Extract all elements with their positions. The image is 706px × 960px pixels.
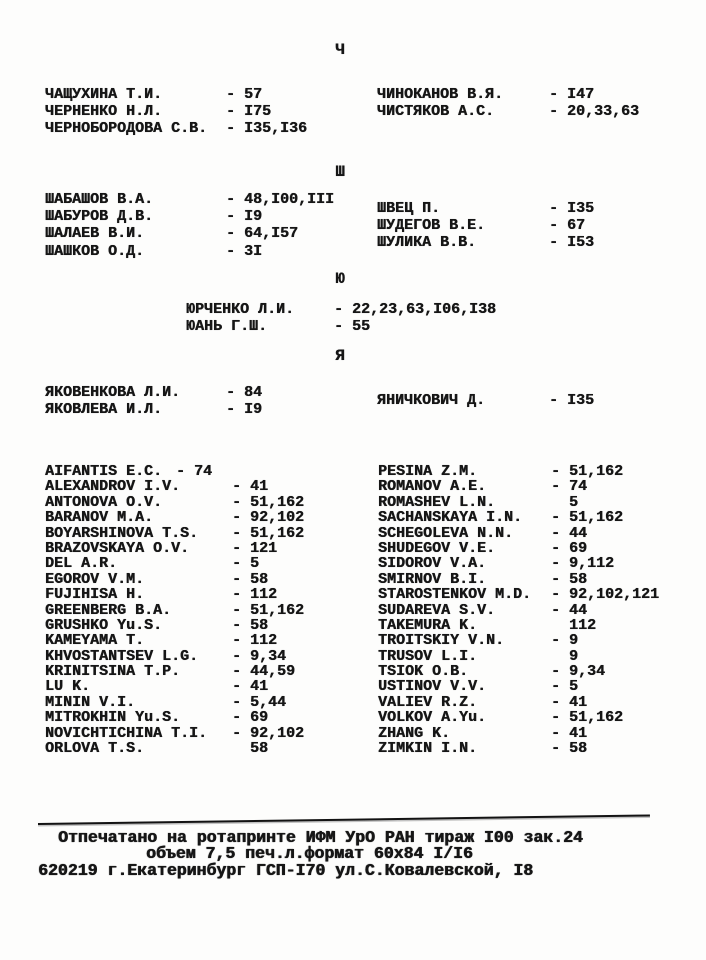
entry-name: VOLKOV A.Yu. (378, 709, 487, 727)
index-entry-row (45, 710, 304, 725)
entry-name: KRINITSINA T.P. (45, 663, 181, 681)
entry-name: SUDAREVA S.V. (378, 601, 496, 619)
entry-pages: - 51,162 (551, 509, 624, 527)
entry-pages: - 92,102 (232, 509, 305, 527)
entry-pages: - 58 (232, 570, 269, 588)
index-entry-row (378, 541, 659, 556)
entry-name: EGOROV V.M. (45, 570, 145, 588)
entry-name: MITROKHIN Yu.S. (45, 709, 181, 727)
index-entry-row (45, 603, 304, 618)
entry-name: USTINOV V.V. (378, 678, 487, 696)
entry-name: ORLOVA T.S. (45, 740, 145, 758)
entry-pages: - 58 (232, 616, 269, 634)
index-entry-row (377, 103, 639, 120)
index-entry-row (45, 526, 304, 541)
entry-name: ЧИНОКАНОВ В.Я. (377, 86, 504, 103)
index-entry-row (45, 225, 334, 242)
index-entry-row (45, 541, 304, 556)
index-entry-row (378, 726, 659, 741)
entry-pages: - 9,34 (232, 647, 287, 665)
index-entry-row (45, 726, 304, 741)
index-entry-row (45, 479, 304, 494)
entry-pages: - 9,112 (551, 555, 615, 573)
index-entry-row (377, 217, 594, 234)
entry-pages: - 92,102,121 (551, 586, 660, 604)
entry-pages: - 44 (551, 601, 588, 619)
entry-pages: - 41 (232, 678, 269, 696)
entry-name: ЧЕРНЕНКО Н.Л. (45, 103, 163, 121)
index-entry-row (45, 664, 304, 679)
index-entry-row (377, 234, 594, 251)
index-entry-row (377, 200, 594, 217)
entry-name: LU K. (45, 678, 91, 696)
entry-name: GREENBERG B.A. (45, 601, 172, 619)
entry-name: TAKEMURA K. (378, 616, 478, 634)
section-ch-right-column (377, 86, 639, 120)
index-entry-row (378, 664, 659, 679)
entry-name: ШУДЕГОВ В.Е. (377, 217, 486, 235)
entry-pages: - 51,162 (232, 524, 305, 542)
index-entry-row (45, 401, 262, 418)
entry-pages: - 3I (226, 242, 263, 260)
entry-name: GRUSHKO Yu.S. (45, 616, 163, 634)
entry-pages: - 74 (176, 463, 213, 480)
index-entry-row (45, 572, 304, 587)
entry-name: ANTONOVA O.V. (45, 493, 163, 511)
index-entry-row (45, 243, 334, 260)
entry-name: ЮАНЬ Г.Ш. (186, 318, 268, 336)
entry-pages: - 51,162 (232, 601, 305, 619)
entry-pages: - 9 (551, 632, 579, 650)
entry-pages: 5 (551, 493, 579, 511)
entry-name: SHUDEGOV V.E. (378, 539, 496, 557)
index-entry-row (45, 384, 262, 401)
entry-name: ШАБАШОВ В.А. (45, 191, 154, 208)
index-entry-row (378, 464, 659, 479)
index-entry-row (378, 633, 659, 648)
index-entry-row (377, 86, 639, 103)
entry-pages: - 5,44 (232, 693, 287, 711)
latin-index-left-column (45, 464, 304, 756)
entry-name: ЯНИЧКОВИЧ Д. (377, 392, 486, 409)
entry-name: NOVICHTICHINA T.I. (45, 724, 208, 742)
index-entry-row (378, 587, 659, 602)
entry-name: ALEXANDROV I.V. (45, 478, 181, 496)
section-letter-yu: Ю (335, 270, 345, 288)
footer-line-print-info: Отпечатано на ротапринте ИФМ УрО РАН тираж I00 зак.24 (58, 828, 583, 847)
entry-pages: 112 (551, 616, 597, 634)
section-letter-ch: Ч (335, 41, 345, 59)
entry-name: ZIMKIN I.N. (378, 740, 478, 758)
index-entry-row (378, 695, 659, 710)
entry-pages: - 67 (549, 217, 586, 235)
entry-name: KHVOSTANTSEV L.G. (45, 647, 199, 665)
entry-pages: - 44,59 (232, 663, 296, 681)
entry-pages: - 64,I57 (226, 225, 299, 243)
entry-pages: - 48,I00,III (226, 191, 335, 208)
index-entry-row (378, 603, 659, 618)
index-entry-row (378, 649, 659, 664)
entry-pages: - 112 (232, 586, 278, 604)
section-sh-left-column (45, 191, 334, 260)
entry-name: SIDOROV V.A. (378, 555, 487, 573)
index-entry-row (378, 679, 659, 694)
entry-pages: - 9,34 (551, 663, 606, 681)
entry-pages: - 69 (232, 709, 269, 727)
section-yu-column (186, 301, 496, 335)
entry-name: TROITSKIY V.N. (378, 632, 505, 650)
entry-name: SMIRNOV B.I. (378, 570, 487, 588)
section-sh-right-column (377, 200, 594, 252)
entry-pages: - 5 (551, 678, 579, 696)
entry-pages: 58 (232, 740, 269, 758)
entry-name: ЮРЧЕНКО Л.И. (186, 301, 295, 318)
latin-index-right-column (378, 464, 659, 756)
index-entry-row (45, 120, 307, 137)
index-entry-row (45, 464, 304, 479)
entry-pages: - 51,162 (232, 493, 305, 511)
entry-name: KAMEYAMA T. (45, 632, 145, 650)
entry-name: AIFANTIS E.C. (45, 463, 163, 480)
entry-pages: 9 (551, 647, 579, 665)
entry-pages: - 58 (551, 740, 588, 758)
entry-name: BRAZOVSKAYA O.V. (45, 539, 190, 557)
entry-name: ZHANG K. (378, 724, 451, 742)
index-entry-row (378, 479, 659, 494)
entry-pages: - 92,102 (232, 724, 305, 742)
entry-pages: - 20,33,63 (549, 103, 640, 121)
entry-pages: - I47 (549, 86, 595, 103)
entry-name: ШАЛАЕВ В.И. (45, 225, 145, 243)
entry-name: ШАБУРОВ Д.В. (45, 208, 154, 226)
index-entry-row (45, 556, 304, 571)
entry-pages: - 112 (232, 632, 278, 650)
index-entry-row (45, 695, 304, 710)
index-entry-row (377, 392, 594, 409)
entry-pages: - 57 (226, 86, 263, 103)
entry-pages: - I53 (549, 234, 595, 252)
entry-pages: - 41 (551, 724, 588, 742)
entry-name: ШВЕЦ П. (377, 200, 441, 217)
entry-name: ШУЛИКА В.В. (377, 234, 477, 252)
entry-name: TSIOK O.B. (378, 663, 469, 681)
entry-name: MININ V.I. (45, 693, 136, 711)
footer-line-address: 620219 г.Екатеринбург ГСП-I70 ул.С.Ковалевской, I8 (38, 861, 534, 880)
entry-name: FUJIHISA H. (45, 586, 145, 604)
section-ya-left-column (45, 384, 262, 418)
index-entry-row (45, 495, 304, 510)
index-entry-row (45, 191, 334, 208)
entry-pages: - 121 (232, 539, 278, 557)
entry-name: ЧЕРНОБОРОДОВА С.В. (45, 120, 208, 138)
entry-name: ЧИСТЯКОВ А.С. (377, 103, 495, 121)
index-entry-row (186, 318, 496, 335)
index-entry-row (378, 510, 659, 525)
index-entry-row (378, 572, 659, 587)
footer-rule (38, 814, 650, 825)
index-entry-row (45, 510, 304, 525)
entry-name: STAROSTENKOV M.D. (378, 586, 532, 604)
index-entry-row (45, 587, 304, 602)
index-entry-row (45, 103, 307, 120)
index-entry-row (378, 618, 659, 633)
entry-name: ROMANOV A.E. (378, 478, 487, 496)
index-entry-row (45, 741, 304, 756)
index-entry-row (45, 679, 304, 694)
entry-name: ROMASHEV L.N. (378, 493, 496, 511)
index-entry-row (378, 741, 659, 756)
entry-name: PESINA Z.M. (378, 463, 478, 480)
entry-pages: - I35 (549, 392, 595, 409)
section-ya-right-column (377, 392, 594, 409)
entry-pages: - 41 (551, 693, 588, 711)
index-entry-row (186, 301, 496, 318)
entry-pages: - 84 (226, 384, 263, 401)
entry-name: BARANOV M.A. (45, 509, 154, 527)
index-entry-row (45, 86, 307, 103)
index-entry-row (45, 633, 304, 648)
index-entry-row (378, 710, 659, 725)
index-entry-row (45, 649, 304, 664)
entry-name: ЯКОВЛЕВА И.Л. (45, 401, 163, 419)
entry-name: DEL A.R. (45, 555, 118, 573)
entry-name: ЯКОВЕНКОВА Л.И. (45, 384, 181, 401)
section-ch-left-column (45, 86, 307, 138)
index-entry-row (378, 526, 659, 541)
index-entry-row (378, 495, 659, 510)
entry-pages: - 44 (551, 524, 588, 542)
entry-pages: - 51,162 (551, 709, 624, 727)
entry-name: SCHEGOLEVA N.N. (378, 524, 514, 542)
entry-pages: - 55 (334, 318, 371, 336)
entry-pages: - 41 (232, 478, 269, 496)
entry-pages: - 51,162 (551, 463, 624, 480)
index-entry-row (45, 208, 334, 225)
entry-pages: - 69 (551, 539, 588, 557)
entry-pages: - I35 (549, 200, 595, 217)
entry-name: TRUSOV L.I. (378, 647, 478, 665)
entry-name: VALIEV R.Z. (378, 693, 478, 711)
entry-name: ШАШКОВ О.Д. (45, 242, 145, 260)
index-entry-row (45, 618, 304, 633)
entry-pages: - I75 (226, 103, 272, 121)
entry-name: ЧАЩУХИНА Т.И. (45, 86, 163, 103)
entry-name: BOYARSHINOVA T.S. (45, 524, 199, 542)
index-entry-row (378, 556, 659, 571)
entry-pages: - I9 (226, 208, 263, 226)
entry-pages: - 5 (232, 555, 260, 573)
entry-pages: - 58 (551, 570, 588, 588)
footer-line-volume-format: объем 7,5 печ.л.формат 60х84 I/I6 (146, 844, 473, 863)
entry-name: SACHANSKAYA I.N. (378, 509, 523, 527)
entry-pages: - I35,I36 (226, 120, 308, 138)
entry-pages: - 74 (551, 478, 588, 496)
section-letter-ya: Я (335, 347, 345, 365)
section-letter-sh: Ш (335, 163, 345, 181)
entry-pages: - 22,23,63,I06,I38 (334, 301, 497, 318)
entry-pages: - I9 (226, 401, 263, 419)
